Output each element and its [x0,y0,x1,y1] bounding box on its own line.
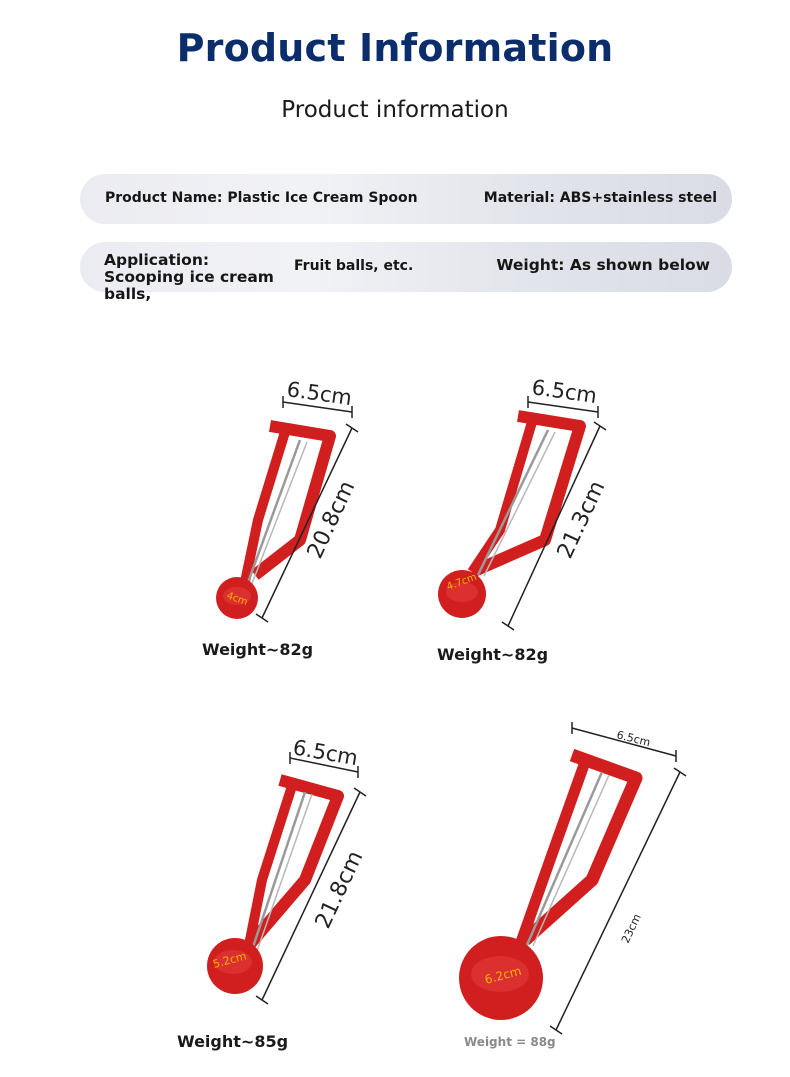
page-title: Product Information [176,26,614,70]
scoop-1-body [216,426,330,619]
scoop-1-length-label: 20.8cm [302,477,361,563]
weight-info-label: Weight: As shown below [496,256,710,274]
scoop-2-bowl-label: 4.7cm [445,571,479,593]
scoop-1-width-label: 6.5cm [285,377,354,411]
material-label: Material: ABS+stainless steel [483,190,717,206]
scoop-2-width-label: 6.5cm [530,375,599,409]
application-label: Application: Scooping ice cream balls, [104,251,274,303]
scoop-3-width-label: 6.5cm [291,735,360,771]
scoop-4-width-label: 6.5cm [615,728,652,750]
weight-label-4: Weight = 88g [464,1035,556,1049]
weight-label-2: Weight~82g [437,645,549,664]
application-extra-label: Fruit balls, etc. [294,258,414,274]
scoop-4-length-label: 23cm [618,911,644,946]
weight-label-3: Weight~85g [177,1032,289,1051]
weight-label-1: Weight~82g [202,640,314,659]
scoop-1-bowl-label: 4cm [224,590,250,609]
product-name-label: Product Name: Plastic Ice Cream Spoon [105,190,418,206]
scoop-2-length-label: 21.3cm [552,477,611,563]
scoop-4-bowl-label: 6.2cm [483,963,523,987]
page-subtitle: Product information [281,97,509,123]
scoop-3-bowl-label: 5.2cm [211,949,248,971]
scoop-3-length-label: 21.8cm [310,847,369,933]
